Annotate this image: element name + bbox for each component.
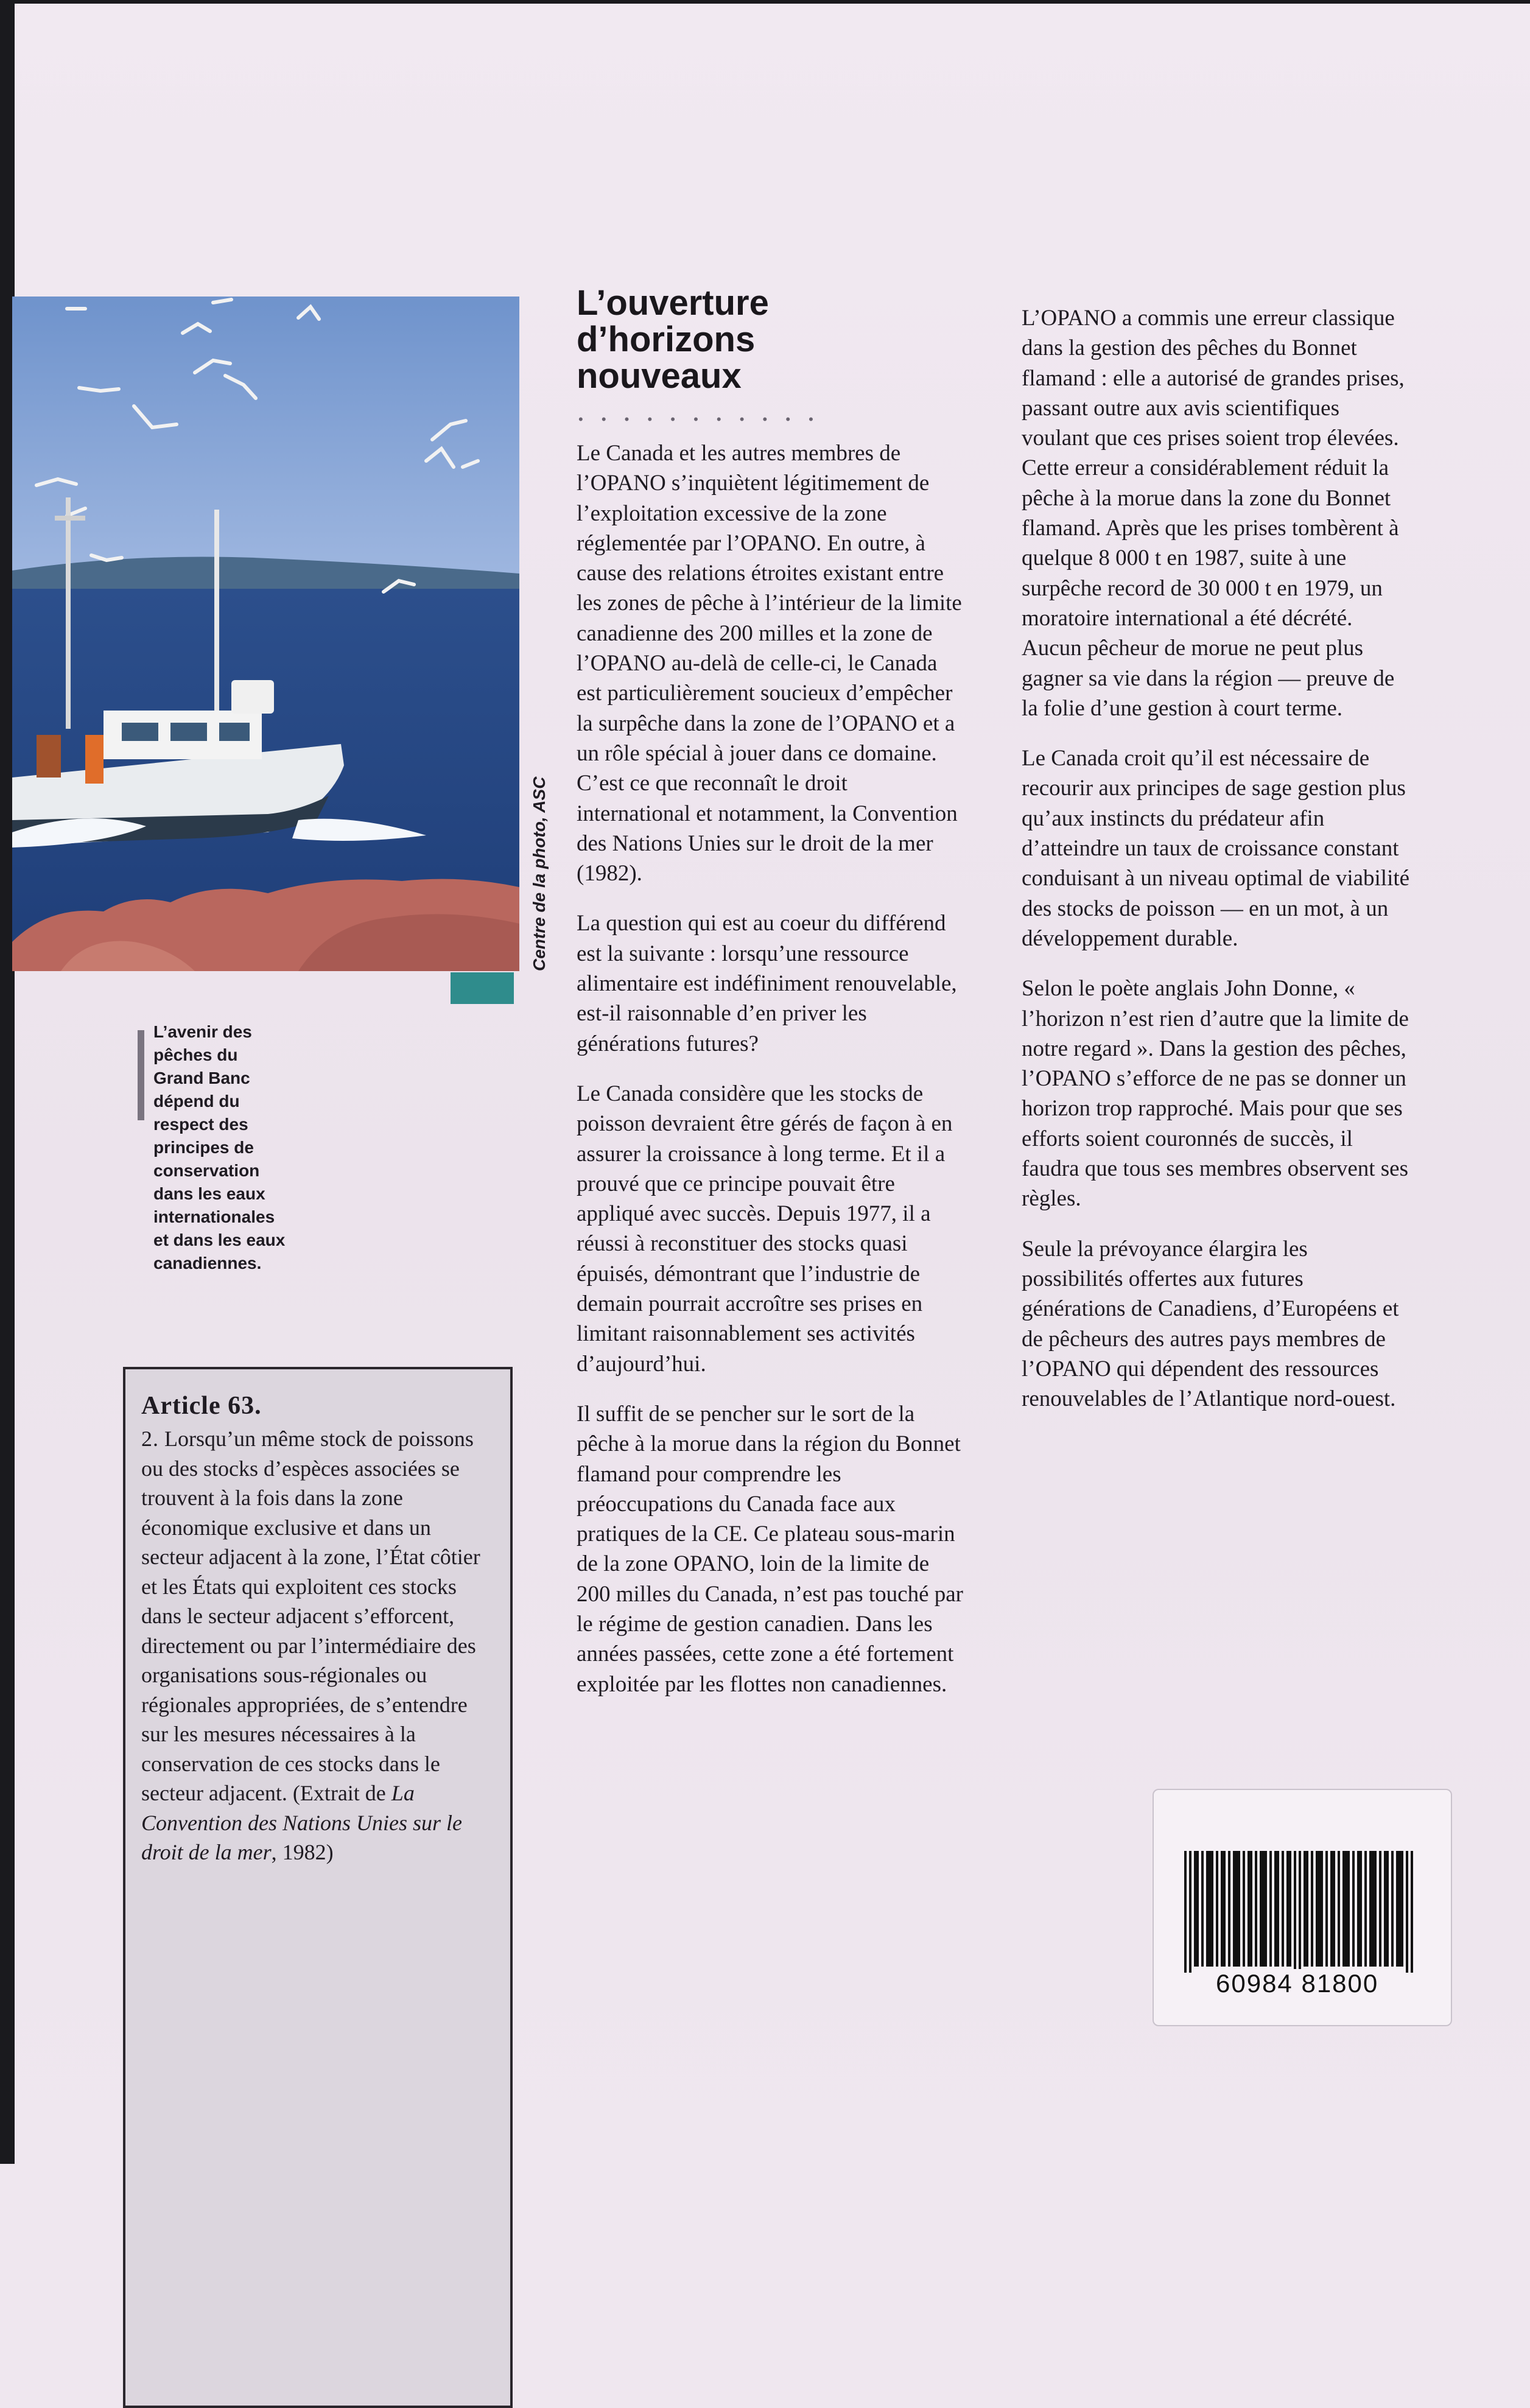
- headline-dots: • • • • • • • • • • •: [578, 412, 821, 427]
- paragraph: Le Canada croit qu’il est nécessaire de recourir aux principes de sage gestion plus qu’aux instincts du prédateur afin d’atteindre un taux de croissance constant conduisant à un niveau optimal de viabilité des stocks de poisson — en un mot, à un développement durable.: [1022, 746, 1410, 951]
- scan-top-edge: [0, 0, 1530, 4]
- paragraph: Il suffit de se pencher sur le sort de la pêche à la morue dans la région du Bonnet flamand pour comprendre les préoccupations du Canada face aux pratiques de la CE. Ce plateau sous-marin de la zone OPANO, loin de la limite de 200 milles du Canada, n’est pas touché par le régime de gestion canadien. Dans les années passées, cette zone a été fortement exploitée par les flottes non canadiennes.: [577, 1401, 963, 1697]
- teal-accent-block: [451, 972, 514, 1004]
- barcode-icon: [1184, 1851, 1422, 1973]
- paragraph: Seule la prévoyance élargira les possibilités offertes aux futures générations de Canadiens, d’Européens et de pêcheurs des autres pays membres de l’OPANO qui dépendent des ressources renouvelables de l’Atlantique nord-ouest.: [1022, 1236, 1399, 1412]
- fishing-boat-photo: [12, 297, 519, 971]
- article-body: Lorsqu’un même stock de poissons ou des stocks d’espèces associées se trouvent à la fois dans la zone économique exclusive et dans un secteur adjacent à la zone, l’État côtier et les États qui exploitent ces stocks dans le secteur adjacent s’efforcent, directement ou par l’intermédiaire des organisations sous-régionales ou régionales appropriées, de s’entendre sur les mesures nécessaires à la conservation de ces stocks dans le secteur adjacent. (Extrait de: [141, 1427, 480, 1805]
- paragraph: Le Canada considère que les stocks de poisson devraient être gérés de façon à en assurer la croissance à long terme. Et il a prouvé que ce principe pouvait être appliqué avec succès. Depuis 1977, il a réussi à reconstituer des stocks quasi épuisés, démontrant que l’industrie de demain pourrait accroître ses prises en limitant raisonnablement ses activités d’aujourd’hui.: [577, 1081, 953, 1377]
- headline: L’ouverture d’horizons nouveaux: [577, 283, 769, 396]
- article-text: [141, 1424, 498, 1867]
- article-source-end: , 1982): [271, 1840, 334, 1864]
- article-title: Article 63.: [141, 1392, 262, 1420]
- article-number: 2.: [141, 1427, 159, 1451]
- body-column-1: [577, 438, 966, 1719]
- barcode-sticker: [1153, 1789, 1452, 2026]
- article-63-box: [123, 1367, 513, 2408]
- paragraph: La question qui est au coeur du différend est la suivante : lorsqu’une ressource alimentaire est indéfiniment renouvelable, est-il raisonnable d’en priver les générations futures?: [577, 911, 957, 1056]
- barcode-number: 60984 81800: [1213, 1969, 1381, 1998]
- paragraph: Le Canada et les autres membres de l’OPANO s’inquiètent légitimement de l’exploitation excessive de la zone réglementée par l’OPANO. En outre, à cause des relations étroites existant entre les zones de pêche à l’intérieur de la limite canadienne des 200 milles et la zone de l’OPANO au-delà de celle-ci, le Canada est particulièrement soucieux d’empêcher la surpêche dans la zone de l’OPANO et a un rôle spécial à jouer dans ce domaine. C’est ce que reconnaît le droit international et notamment, la Convention des Nations Unies sur le droit de la mer (1982).: [577, 441, 962, 886]
- paragraph: Selon le poète anglais John Donne, « l’horizon n’est rien d’autre que la limite de notre regard ». Dans la gestion des pêches, l’OPANO s’efforce de ne pas se donner un horizon trop rapproché. Mais pour que ses efforts soient couronnés de succès, il faudra que tous ses membres observent ses règles.: [1022, 976, 1409, 1212]
- paragraph: L’OPANO a commis une erreur classique dans la gestion des pêches du Bonnet flamand : elle a autorisé de grandes prises, passant outre aux avis scientifiques voulant que ces prises soient trop élevées. Cette erreur a considérablement réduit la pêche à la morue dans la zone du Bonnet flamand. Après que les prises tombèrent à quelque 8 000 t en 1987, suite à une surpêche record de 30 000 t en 1979, un moratoire international a été décrété. Aucun pêcheur de morue ne peut plus gagner sa vie dans la région — preuve de la folie d’une gestion à court terme.: [1022, 306, 1405, 721]
- body-column-2: [1022, 303, 1411, 1434]
- article-source: La Convention des Nations Unies sur le droit de la mer: [141, 1781, 462, 1864]
- photo-credit: Centre de la photo, ASC: [530, 776, 549, 971]
- photo-caption: L’avenir des pêches du Grand Banc dépend du respect des principes de conservation dans les eaux internationales et dans les eaux canadiennes.: [153, 1022, 286, 1272]
- caption-bar: [138, 1030, 144, 1120]
